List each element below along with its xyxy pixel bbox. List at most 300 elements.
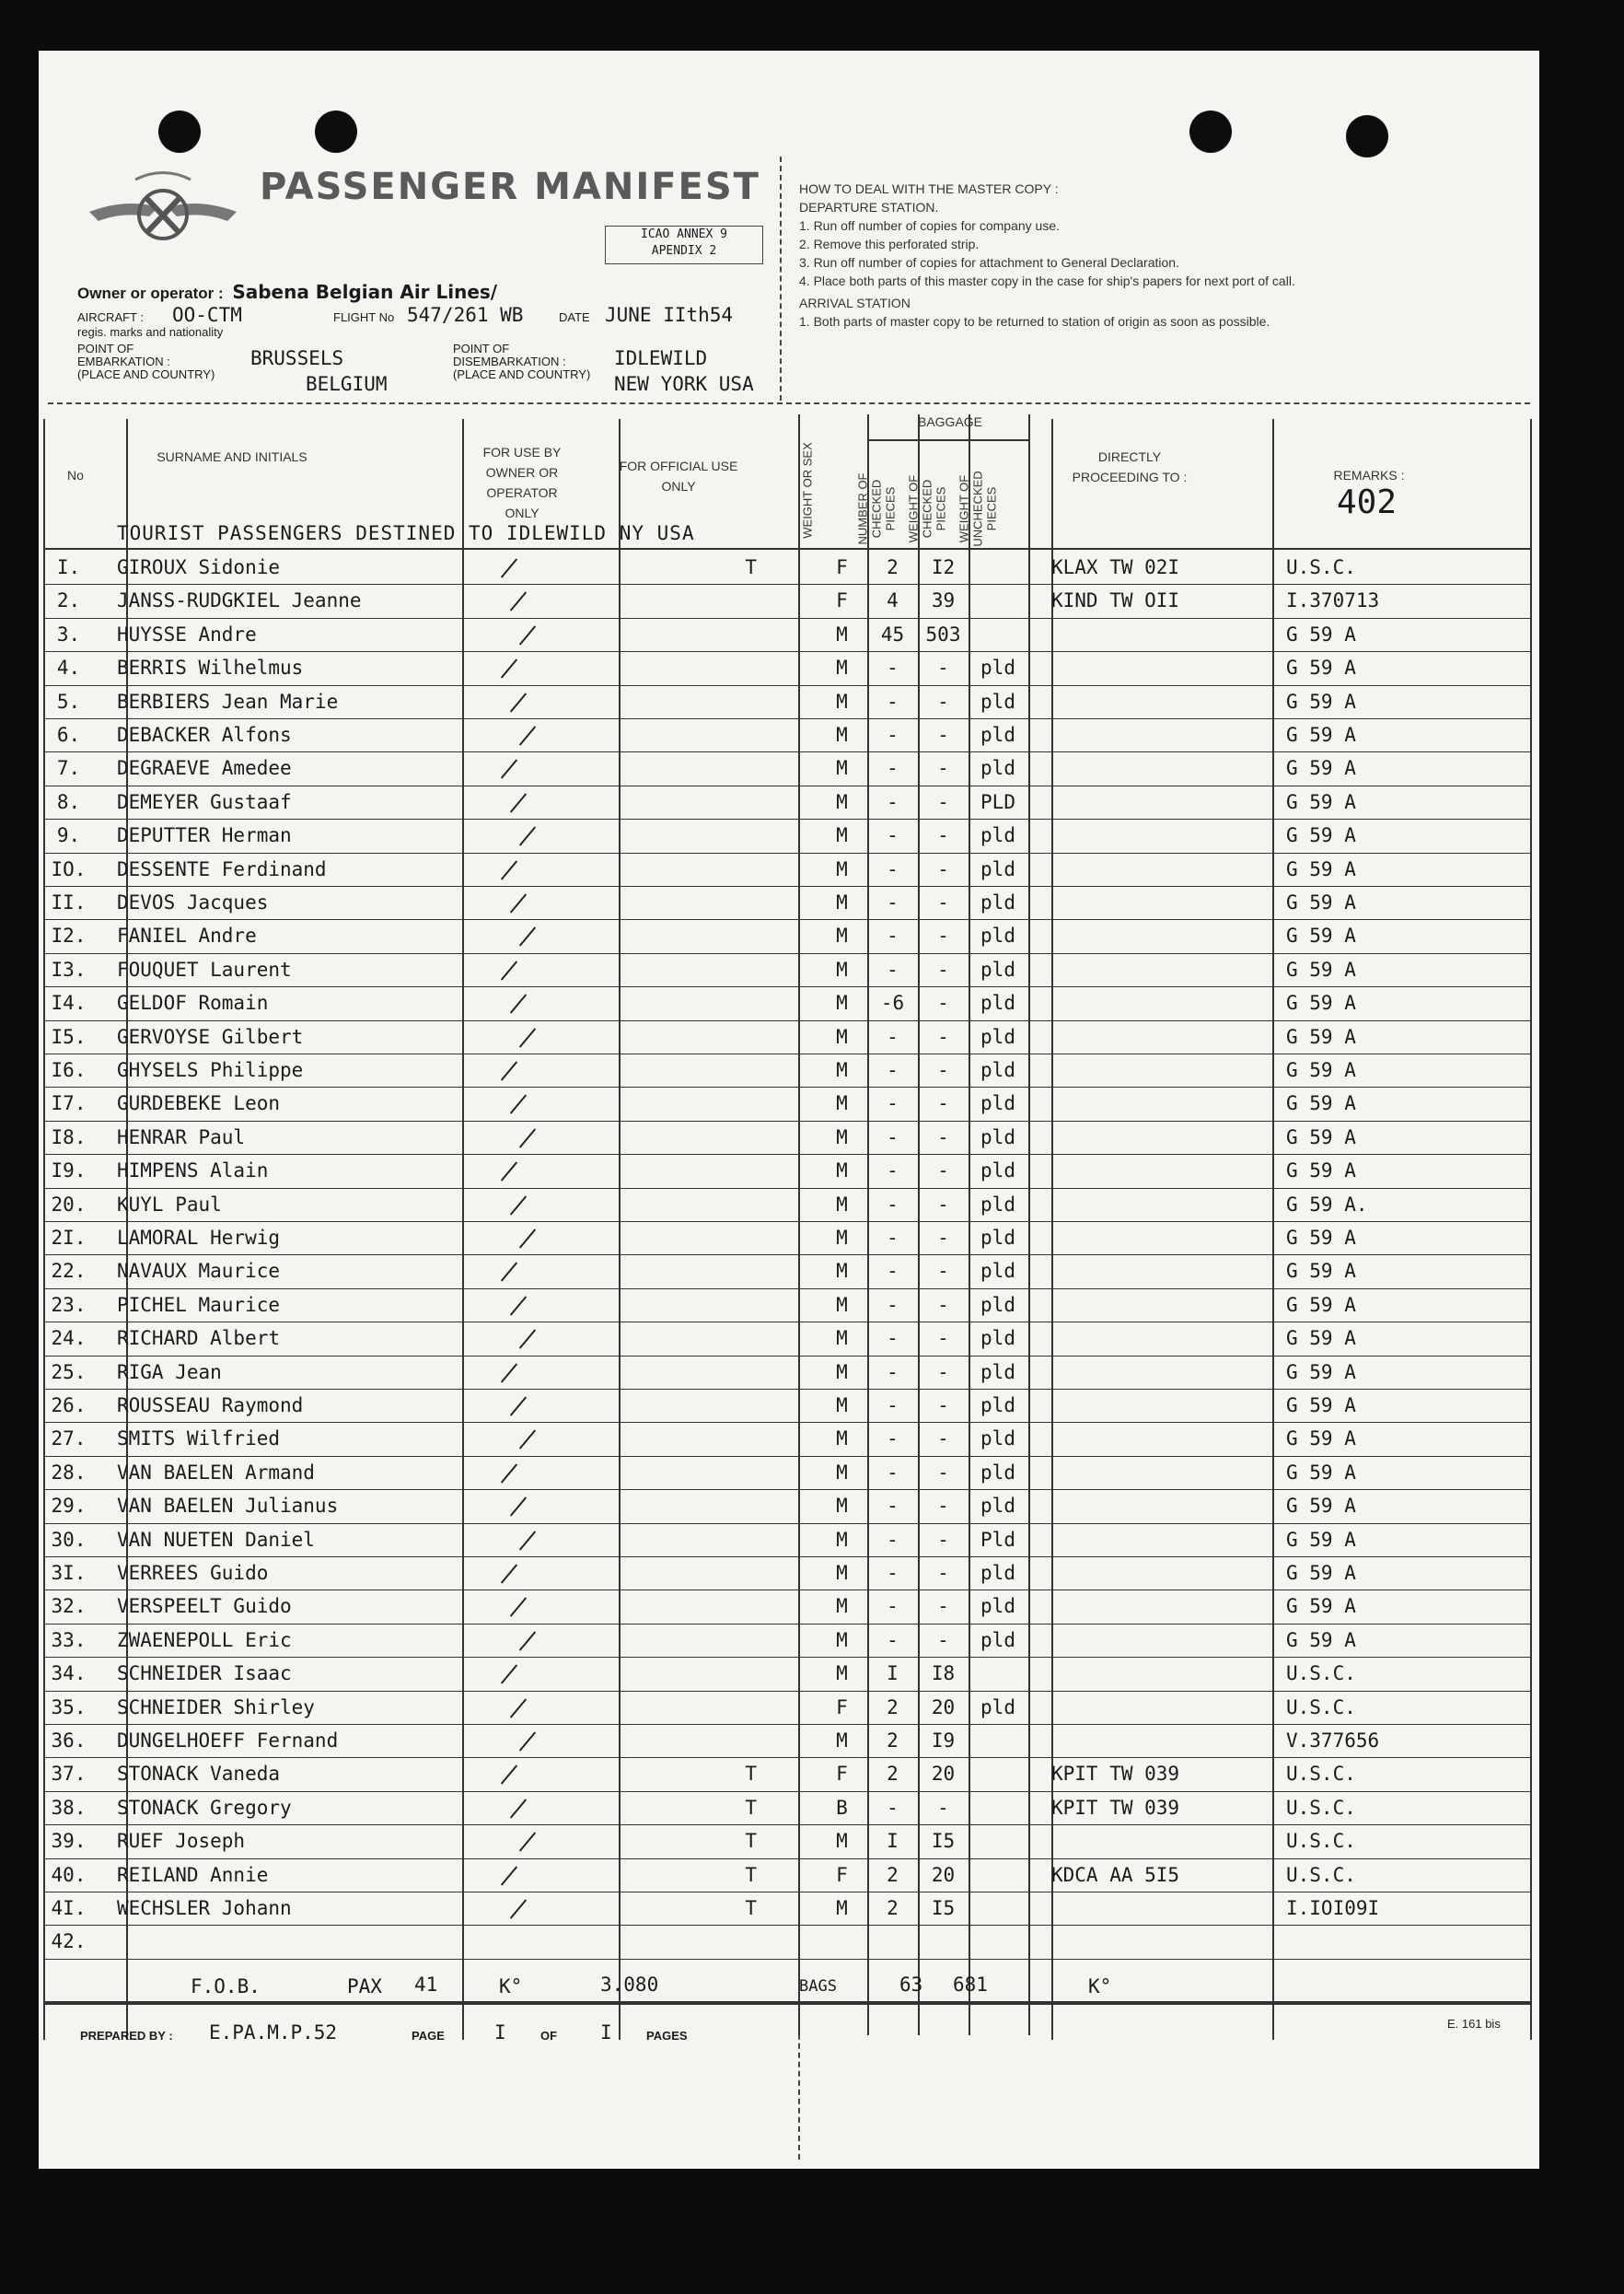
cell-sex: M (836, 925, 848, 948)
cell-pcs: -6 (880, 992, 905, 1015)
cell-unc: pld (980, 1293, 1015, 1316)
check-mark (519, 726, 536, 745)
col-no: No (67, 468, 84, 483)
cell-sex: M (836, 1495, 848, 1518)
cell-pcs: 2 (887, 1729, 899, 1752)
table-row (39, 1290, 1539, 1323)
check-mark (519, 927, 536, 947)
perforated-strip (48, 402, 1530, 404)
fob-label: F.O.B. (191, 1975, 261, 1997)
cell-rem: G 59 A (1286, 891, 1356, 914)
cell-rem: G 59 A (1286, 1227, 1356, 1249)
table-row (39, 1793, 1539, 1826)
cell-sex: M (836, 992, 848, 1015)
cell-unc: pld (980, 1695, 1015, 1718)
cell-pcs: - (887, 757, 899, 780)
table-row (39, 921, 1539, 954)
instr-line: 2. Remove this perforated strip. (799, 237, 980, 251)
prepared-value: E.PA.M.P.52 (209, 2021, 338, 2044)
table-row (39, 1323, 1539, 1357)
cell-no: I9. (51, 1159, 87, 1182)
cell-no: I4. (51, 992, 87, 1015)
disembark-country: NEW YORK USA (614, 373, 754, 395)
cell-wt: I9 (931, 1729, 956, 1752)
cell-unc: pld (980, 958, 1015, 981)
cell-unc: pld (980, 690, 1015, 713)
cell-rem: U.S.C. (1286, 1863, 1356, 1886)
cell-name: KUYL Paul (117, 1193, 222, 1216)
check-mark (501, 760, 517, 779)
row-rule (43, 1221, 1530, 1222)
cell-sex: M (836, 857, 848, 880)
col-weight-checked: WEIGHT OF CHECKED PIECES (906, 474, 948, 543)
table-row (39, 1726, 1539, 1759)
cell-pcs: - (887, 1595, 899, 1618)
cell-sex: M (836, 1662, 848, 1685)
cell-sex: M (836, 1595, 848, 1618)
embark-label: (PLACE AND COUNTRY) (77, 367, 215, 381)
cell-rem: G 59 A (1286, 623, 1356, 646)
cell-pcs: - (887, 824, 899, 847)
cell-sex: F (836, 589, 848, 612)
cell-name: BERBIERS Jean Marie (117, 690, 339, 713)
cell-rem: G 59 A (1286, 1360, 1356, 1383)
cell-pcs: - (887, 1495, 899, 1518)
cell-sex: M (836, 1159, 848, 1182)
cell-off: T (745, 1763, 757, 1786)
cell-pcs: 4 (887, 589, 899, 612)
cell-wt: - (937, 925, 949, 948)
instr-line: 1. Both parts of master copy to be returned to station of origin as soon as possible. (799, 314, 1270, 329)
check-mark (519, 1330, 536, 1349)
cell-name: ZWAENEPOLL Eric (117, 1628, 292, 1651)
cell-wt: 39 (931, 589, 956, 612)
col-weight-unchecked: WEIGHT OF UNCHECKED PIECES (957, 471, 999, 547)
cell-wt: - (937, 891, 949, 914)
check-mark (519, 1229, 536, 1248)
cell-off: T (745, 1863, 757, 1886)
cell-sex: M (836, 690, 848, 713)
cell-unc: pld (980, 1260, 1015, 1283)
cell-sex: M (836, 1394, 848, 1416)
table-row (39, 1223, 1539, 1256)
table-row (39, 1860, 1539, 1893)
cell-pcs: - (887, 1125, 899, 1148)
cell-pcs: - (887, 1025, 899, 1048)
cell-pcs: - (887, 1059, 899, 1081)
cell-unc: pld (980, 1059, 1015, 1081)
cell-no: I6. (51, 1059, 87, 1081)
table-row (39, 620, 1539, 653)
cell-no: II. (51, 891, 87, 914)
cell-no: 35. (51, 1695, 87, 1718)
cell-wt: - (937, 1360, 949, 1383)
table-row (39, 1525, 1539, 1558)
cell-name: VERREES Guido (117, 1562, 269, 1584)
cell-rem: G 59 A (1286, 1293, 1356, 1316)
disembark-label: (PLACE AND COUNTRY) (453, 367, 591, 381)
cell-unc: pld (980, 1628, 1015, 1651)
col-owner-use: FOR USE BY OWNER OR OPERATOR ONLY (482, 445, 562, 520)
col-surname: SURNAME AND INITIALS (157, 449, 307, 464)
cell-wt: - (937, 1159, 949, 1182)
cell-rem: G 59 A (1286, 1125, 1356, 1148)
cell-wt: - (937, 1227, 949, 1249)
cell-rem: G 59 A (1286, 757, 1356, 780)
cell-rem: U.S.C. (1286, 1796, 1356, 1819)
cell-name: DEMEYER Gustaaf (117, 790, 292, 813)
cell-sex: M (836, 1193, 848, 1216)
aircraft-value: OO-CTM (172, 304, 242, 326)
row-rule (43, 584, 1530, 585)
cell-rem: G 59 A (1286, 1562, 1356, 1584)
cell-no: I. (56, 556, 81, 578)
cell-rem: G 59 A (1286, 657, 1356, 680)
page-title: PASSENGER MANIFEST (260, 166, 760, 208)
cell-no: 22. (51, 1260, 87, 1283)
check-mark (501, 1765, 517, 1785)
check-mark (501, 1463, 517, 1483)
col-num-checked: NUMBER OF CHECKED PIECES (855, 472, 898, 545)
cell-sex: M (836, 1830, 848, 1853)
row-rule (43, 1791, 1530, 1792)
cell-sex: M (836, 1025, 848, 1048)
table-row (39, 787, 1539, 821)
cell-pcs: - (887, 1360, 899, 1383)
punch-hole (1346, 115, 1388, 157)
row-rule (43, 986, 1530, 987)
cell-pcs: - (887, 1293, 899, 1316)
row-rule (43, 1858, 1530, 1859)
disembark-city: IDLEWILD (614, 347, 708, 369)
punch-hole (1189, 111, 1232, 153)
table-row (39, 855, 1539, 888)
cell-dest: KDCA AA 5I5 (1051, 1863, 1180, 1886)
check-mark (519, 625, 536, 645)
table-row (39, 1055, 1539, 1089)
table-row (39, 1659, 1539, 1692)
cell-sex: M (836, 790, 848, 813)
check-mark (510, 1296, 527, 1315)
embark-country: BELGIUM (306, 373, 388, 395)
check-mark (519, 1531, 536, 1550)
cell-unc: pld (980, 757, 1015, 780)
cell-rem: G 59 A (1286, 724, 1356, 746)
cell-wt: - (937, 1628, 949, 1651)
table-row (39, 1927, 1539, 1960)
cell-unc: pld (980, 1193, 1015, 1216)
cell-unc: pld (980, 857, 1015, 880)
cell-unc: pld (980, 1394, 1015, 1416)
table-row (39, 1424, 1539, 1457)
cell-no: 27. (51, 1427, 87, 1450)
cell-no: 24. (51, 1327, 87, 1350)
cell-no: 2I. (51, 1227, 87, 1249)
cell-wt: - (937, 790, 949, 813)
cell-sex: M (836, 1260, 848, 1283)
cell-pcs: 2 (887, 1763, 899, 1786)
cell-name: HENRAR Paul (117, 1125, 246, 1148)
cell-wt: - (937, 1427, 949, 1450)
row-rule (43, 819, 1530, 820)
cell-no: I5. (51, 1025, 87, 1048)
cell-name: DEPUTTER Herman (117, 824, 292, 847)
cell-name: GURDEBEKE Leon (117, 1092, 281, 1115)
cell-rem: G 59 A (1286, 1495, 1356, 1518)
col-proceeding: DIRECTLY PROCEEDING TO : (1072, 449, 1188, 484)
instr-line: 4. Place both parts of this master copy in the case for ship's papers for next port of call. (799, 274, 1295, 288)
row-rule (43, 853, 1530, 854)
cell-name: STONACK Gregory (117, 1796, 292, 1819)
cell-wt: - (937, 724, 949, 746)
cell-pcs: - (887, 958, 899, 981)
cell-no: 4I. (51, 1897, 87, 1919)
cell-rem: I.370713 (1286, 589, 1380, 612)
row-rule (43, 1087, 1530, 1088)
cell-name: VERSPEELT Guido (117, 1595, 292, 1618)
table-row (39, 1759, 1539, 1792)
row-rule (43, 1389, 1530, 1390)
cell-name: VAN BAELEN Julianus (117, 1495, 339, 1518)
cell-pcs: 45 (880, 623, 905, 646)
cell-pcs: I (887, 1662, 899, 1685)
cell-name: NAVAUX Maurice (117, 1260, 281, 1283)
cell-wt: - (937, 1495, 949, 1518)
cell-pcs: - (887, 925, 899, 948)
cell-name: GIROUX Sidonie (117, 556, 281, 578)
cell-pcs: - (887, 891, 899, 914)
cell-rem: G 59 A (1286, 1394, 1356, 1416)
table-row (39, 1256, 1539, 1289)
row-rule (43, 685, 1530, 686)
cell-name: SCHNEIDER Shirley (117, 1695, 315, 1718)
cell-unc: pld (980, 1595, 1015, 1618)
of-value: I (600, 2021, 612, 2044)
cell-no: 30. (51, 1528, 87, 1551)
table-row (39, 586, 1539, 619)
cell-rem: U.S.C. (1286, 556, 1356, 578)
cell-sex: M (836, 1293, 848, 1316)
check-mark (519, 1430, 536, 1450)
cell-sex: F (836, 1863, 848, 1886)
of-label: OF (540, 2029, 558, 2043)
punch-hole (315, 111, 357, 153)
cell-sex: M (836, 824, 848, 847)
cell-pcs: 2 (887, 1897, 899, 1919)
cell-unc: Pld (980, 1528, 1015, 1551)
row-rule (43, 1925, 1530, 1926)
cell-rem: G 59 A (1286, 824, 1356, 847)
cell-wt: I5 (931, 1830, 956, 1853)
cell-sex: F (836, 1763, 848, 1786)
cell-no: I3. (51, 958, 87, 981)
instructions (799, 180, 1444, 331)
row-rule (43, 1824, 1530, 1825)
table-row (39, 821, 1539, 854)
cell-wt: - (937, 1260, 949, 1283)
page-label: PAGE (412, 2029, 445, 2043)
cell-no: 3. (56, 623, 81, 646)
cell-wt: I8 (931, 1662, 956, 1685)
cell-name: JANSS-RUDGKIEL Jeanne (117, 589, 362, 612)
cell-name: DEGRAEVE Amedee (117, 757, 292, 780)
check-mark (519, 1731, 536, 1751)
cell-sex: M (836, 1729, 848, 1752)
cell-wt: - (937, 690, 949, 713)
baggage-header-rule (867, 439, 1028, 441)
cell-sex: M (836, 958, 848, 981)
cell-wt: - (937, 657, 949, 680)
cell-rem: G 59 A (1286, 1427, 1356, 1450)
cell-no: 42. (51, 1930, 87, 1953)
cell-sex: M (836, 757, 848, 780)
cell-rem: G 59 A (1286, 1628, 1356, 1651)
cell-rem: G 59 A (1286, 958, 1356, 981)
form-code: E. 161 bis (1447, 2017, 1501, 2031)
table-row (39, 1458, 1539, 1491)
cell-no: 40. (51, 1863, 87, 1886)
row-rule (43, 718, 1530, 719)
cell-wt: - (937, 1528, 949, 1551)
aircraft-label: AIRCRAFT : (77, 310, 144, 324)
cell-wt: 20 (931, 1695, 956, 1718)
check-mark (510, 1396, 527, 1415)
cell-wt: - (937, 757, 949, 780)
cell-no: 26. (51, 1394, 87, 1416)
pax-value: 41 (414, 1974, 438, 1996)
embark-label: POINT OF (77, 342, 134, 355)
cell-no: I8. (51, 1125, 87, 1148)
cell-name: ROUSSEAU Raymond (117, 1394, 304, 1416)
cell-off: T (745, 1796, 757, 1819)
cell-unc: pld (980, 1227, 1015, 1249)
table-row (39, 1893, 1539, 1927)
cell-sex: M (836, 1059, 848, 1081)
row-rule (43, 1556, 1530, 1557)
check-mark (510, 1598, 527, 1617)
cell-sex: M (836, 657, 848, 680)
cell-sex: M (836, 1125, 848, 1148)
icao-line: APENDIX 2 (651, 244, 717, 258)
row-rule (43, 651, 1530, 652)
cell-no: 3I. (51, 1562, 87, 1584)
cell-sex: M (836, 1327, 848, 1350)
cell-no: 9. (56, 824, 81, 847)
check-mark (510, 1095, 527, 1114)
cell-wt: - (937, 1125, 949, 1148)
cell-unc: pld (980, 1327, 1015, 1350)
cell-sex: M (836, 1227, 848, 1249)
cell-sex: M (836, 1562, 848, 1584)
cell-wt: - (937, 992, 949, 1015)
check-mark (501, 1162, 517, 1182)
check-mark (501, 961, 517, 980)
cell-rem: G 59 A (1286, 1461, 1356, 1484)
cell-name: PICHEL Maurice (117, 1293, 281, 1316)
kg-label: K° (499, 1975, 523, 1997)
table-row (39, 687, 1539, 720)
cell-unc: pld (980, 824, 1015, 847)
table-row (39, 1022, 1539, 1055)
owner-value: Sabena Belgian Air Lines/ (232, 281, 498, 303)
kg2-label: K° (1088, 1975, 1112, 1997)
cell-unc: pld (980, 1427, 1015, 1450)
cell-wt: I5 (931, 1897, 956, 1919)
cell-name: SMITS Wilfried (117, 1427, 281, 1450)
cell-sex: M (836, 623, 848, 646)
check-mark (510, 1799, 527, 1818)
cell-pcs: - (887, 1528, 899, 1551)
cell-pcs: - (887, 657, 899, 680)
cell-name: VAN NUETEN Daniel (117, 1528, 315, 1551)
cell-pcs: - (887, 857, 899, 880)
cell-no: 28. (51, 1461, 87, 1484)
instr-line: 3. Run off number of copies for attachment to General Declaration. (799, 255, 1179, 270)
row-rule (43, 1422, 1530, 1423)
cell-rem: U.S.C. (1286, 1662, 1356, 1685)
cell-name: FANIEL Andre (117, 925, 257, 948)
cell-wt: - (937, 1293, 949, 1316)
cell-rem: G 59 A (1286, 1595, 1356, 1618)
remarks-number: 402 (1337, 483, 1398, 521)
tourist-line: TOURIST PASSENGERS DESTINED TO IDLEWILD NY USA (117, 522, 695, 544)
cell-pcs: I (887, 1830, 899, 1853)
cell-wt: - (937, 1461, 949, 1484)
table-row (39, 1491, 1539, 1524)
cell-name: REILAND Annie (117, 1863, 269, 1886)
cell-unc: pld (980, 1495, 1015, 1518)
cell-unc: pld (980, 925, 1015, 948)
cell-no: IO. (51, 857, 87, 880)
table-row (39, 1123, 1539, 1156)
cell-name: WECHSLER Johann (117, 1897, 292, 1919)
cell-name: RIGA Jean (117, 1360, 222, 1383)
cell-rem: G 59 A. (1286, 1193, 1368, 1216)
check-mark (501, 1866, 517, 1885)
cell-pcs: - (887, 1193, 899, 1216)
cell-sex: M (836, 1092, 848, 1115)
check-mark (510, 793, 527, 812)
table-row (39, 1089, 1539, 1122)
cell-rem: G 59 A (1286, 925, 1356, 948)
table-row (39, 720, 1539, 753)
cell-name: DESSENTE Ferdinand (117, 857, 327, 880)
row-rule (43, 1254, 1530, 1255)
cell-unc: pld (980, 1025, 1015, 1048)
cell-name: HIMPENS Alain (117, 1159, 269, 1182)
cell-rem: G 59 A (1286, 1059, 1356, 1081)
cell-unc: pld (980, 891, 1015, 914)
row-rule (43, 919, 1530, 920)
cell-name: GHYSELS Philippe (117, 1059, 304, 1081)
cell-sex: M (836, 891, 848, 914)
totals-rule (43, 2001, 1530, 2005)
cell-name: STONACK Vaneda (117, 1763, 281, 1786)
cell-rem: G 59 A (1286, 1092, 1356, 1115)
row-rule (43, 1154, 1530, 1155)
bags-weight: 681 (953, 1974, 988, 1996)
cell-name: SCHNEIDER Isaac (117, 1662, 292, 1685)
cell-no: 32. (51, 1595, 87, 1618)
cell-wt: - (937, 1796, 949, 1819)
cell-name: RUEF Joseph (117, 1830, 246, 1853)
cell-name: DUNGELHOEFF Fernand (117, 1729, 339, 1752)
cell-name: DEBACKER Alfons (117, 724, 292, 746)
cell-no: 36. (51, 1729, 87, 1752)
cell-wt: I2 (931, 556, 956, 578)
cell-sex: B (836, 1796, 848, 1819)
cell-wt: - (937, 1025, 949, 1048)
